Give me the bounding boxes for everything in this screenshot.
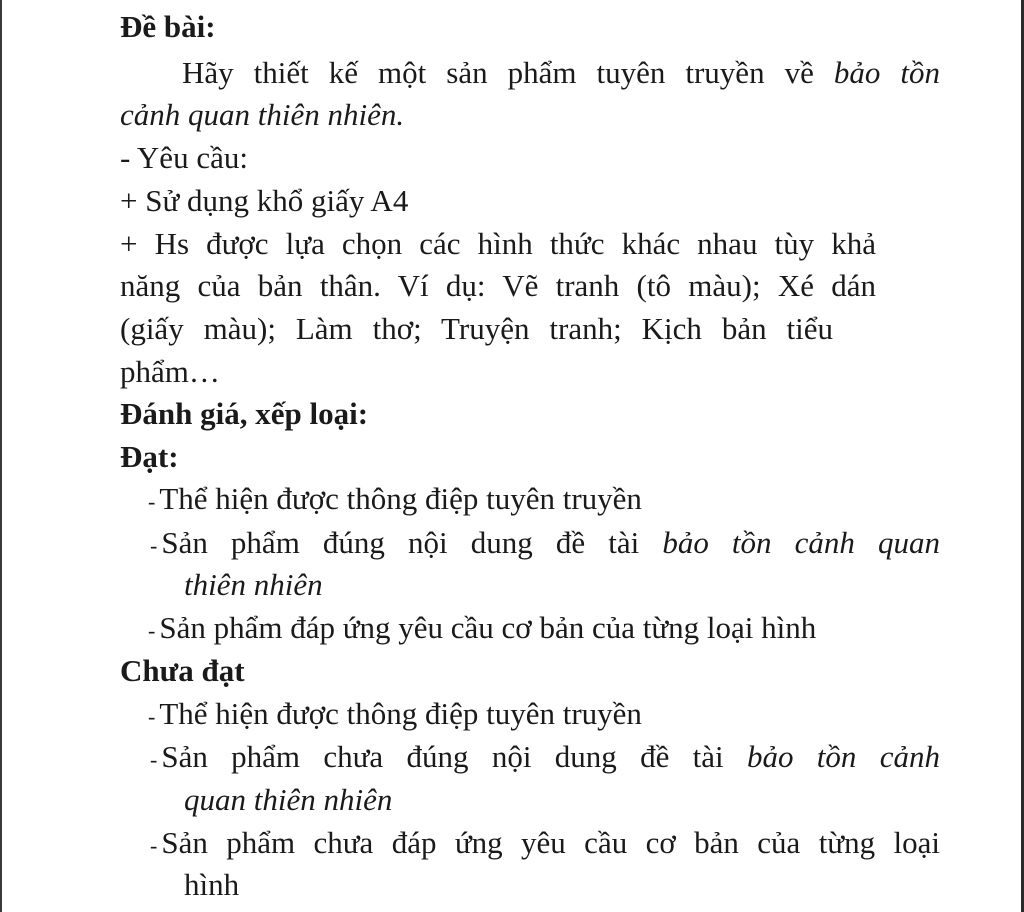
requirement-item-forms-line1: + Hs được lựa chọn các hình thức khác nhau tùy khả — [120, 226, 876, 261]
pass-heading: Đạt: — [120, 439, 179, 474]
fail-criterion-message-text: Thể hiện được thông điệp tuyên truyền — [159, 696, 642, 731]
assignment-task-line1 — [182, 53, 940, 93]
fail-criterion-topic-continued: quan thiên nhiên — [184, 782, 393, 817]
fail-criterion-topic-text: Sản phẩm chưa đúng nội dung đề tài — [161, 739, 747, 774]
fail-criterion-requirements-continued: hình — [184, 867, 240, 902]
requirement-item-paper: + Sử dụng khổ giấy A4 — [120, 183, 409, 218]
bullet-dash: - — [150, 533, 158, 558]
bullet-dash: - — [150, 747, 158, 772]
pass-criterion-topic-text: Sản phẩm đúng nội dung đề tài — [161, 525, 663, 560]
pass-criterion-topic-continued: thiên nhiên — [184, 567, 323, 602]
bullet-dash: - — [148, 489, 156, 514]
assignment-topic-part2: cảnh quan thiên nhiên. — [120, 97, 405, 132]
pass-criterion-message — [148, 479, 642, 522]
pass-criterion-topic-italic: bảo tồn cảnh quan — [662, 525, 941, 560]
requirement-item-forms-line4: phẩm… — [120, 354, 220, 389]
bullet-dash: - — [148, 618, 156, 643]
evaluation-heading: Đánh giá, xếp loại: — [120, 396, 369, 431]
pass-criterion-requirements — [148, 608, 816, 651]
assignment-topic-part1: bảo tồn — [833, 55, 940, 90]
requirement-item-forms-line3: (giấy màu); Làm thơ; Truyện tranh; Kịch bản tiểu — [120, 311, 833, 346]
requirement-item-forms-line2: năng của bản thân. Ví dụ: Vẽ tranh (tô màu); Xé dán — [120, 268, 876, 303]
requirements-heading: - Yêu cầu: — [120, 140, 248, 175]
fail-criterion-requirements-text: Sản phẩm chưa đáp ứng yêu cầu cơ bản của từng loại — [161, 825, 940, 860]
fail-criterion-requirements — [150, 823, 940, 866]
assignment-heading: Đề bài: — [120, 9, 216, 44]
fail-heading: Chưa đạt — [120, 653, 245, 688]
pass-criterion-message-text: Thể hiện được thông điệp tuyên truyền — [159, 481, 642, 516]
fail-criterion-topic-italic: bảo tồn cảnh — [746, 739, 940, 774]
assignment-task-text: Hãy thiết kế một sản phẩm tuyên truyền về — [182, 55, 834, 90]
bullet-dash: - — [148, 704, 156, 729]
pass-criterion-requirements-text: Sản phẩm đáp ứng yêu cầu cơ bản của từng loại hình — [159, 610, 817, 645]
pass-criterion-topic — [150, 523, 940, 566]
bullet-dash: - — [150, 833, 158, 858]
fail-criterion-message — [148, 694, 642, 737]
fail-criterion-topic — [150, 737, 940, 780]
